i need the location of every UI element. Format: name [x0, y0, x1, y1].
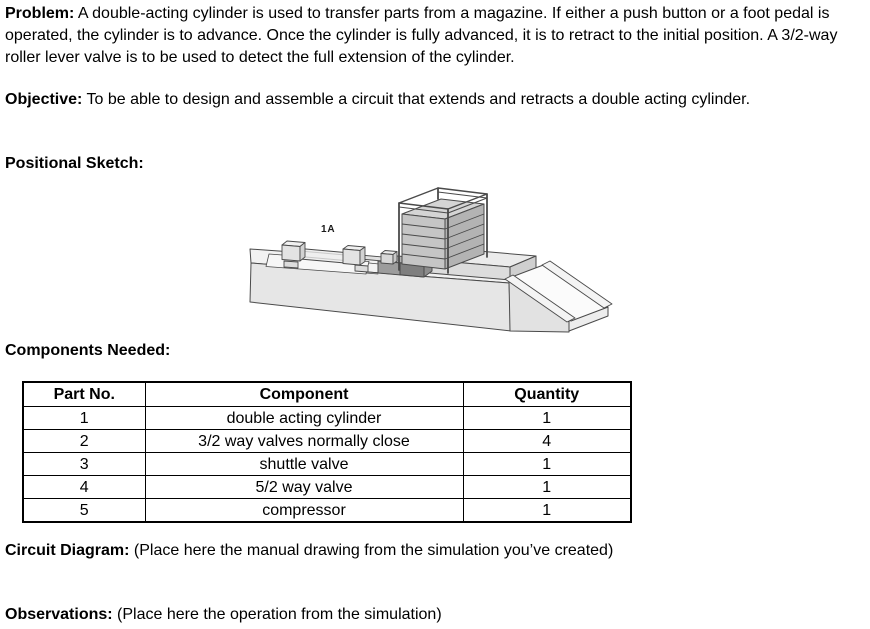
observations-label: Observations:	[5, 606, 113, 623]
table-header-row	[23, 382, 631, 407]
problem-label: Problem:	[5, 5, 75, 22]
table-row	[23, 453, 631, 476]
parts-stack	[402, 199, 484, 269]
circuit-diagram-text: (Place here the manual drawing from the simulation you’ve created)	[133, 542, 614, 559]
positional-sketch-figure	[248, 185, 620, 337]
circuit-diagram-line	[5, 540, 865, 562]
objective-text: To be able to design and assemble a circuit that extends and retracts a double acting cylinder.	[86, 91, 751, 108]
table-cell: 2	[23, 430, 145, 453]
table-body	[23, 407, 631, 523]
table-cell: 1	[23, 407, 145, 430]
table-cell: shuttle valve	[145, 453, 463, 476]
components-table	[22, 381, 632, 523]
table-cell: 4	[463, 430, 631, 453]
problem-paragraph	[5, 3, 865, 69]
table-cell: 1	[463, 476, 631, 499]
observations-text: (Place here the operation from the simulation)	[117, 606, 442, 623]
problem-text: A double-acting cylinder is used to transfer parts from a magazine. If either a push button or a foot pedal is operated, the cylinder is to advance. Once the cylinder is fully advanced, it is to retract to the initial position. A 3/2-way roller lever valve is to be used to detect the full extension of the cylinder.	[5, 5, 838, 66]
table-cell: 3	[23, 453, 145, 476]
table-row	[23, 476, 631, 499]
column-header: Part No.	[23, 382, 145, 407]
table-cell: 5/2 way valve	[145, 476, 463, 499]
table-row	[23, 499, 631, 523]
table-cell: double acting cylinder	[145, 407, 463, 430]
objective-paragraph	[5, 89, 865, 111]
observations-line	[5, 604, 865, 626]
table-cell: compressor	[145, 499, 463, 523]
components-heading: Components Needed:	[5, 342, 171, 359]
table-row	[23, 430, 631, 453]
table-cell: 1	[463, 453, 631, 476]
table-cell: 5	[23, 499, 145, 523]
table-cell: 4	[23, 476, 145, 499]
column-header: Quantity	[463, 382, 631, 407]
cylinder-tag-label: 1A	[321, 224, 336, 235]
table-cell: 1	[463, 407, 631, 430]
column-header: Component	[145, 382, 463, 407]
circuit-diagram-label: Circuit Diagram:	[5, 542, 130, 559]
positional-sketch-heading: Positional Sketch:	[5, 155, 144, 172]
table-cell: 3/2 way valves normally close	[145, 430, 463, 453]
objective-label: Objective:	[5, 91, 83, 108]
table-cell: 1	[463, 499, 631, 523]
table-row	[23, 407, 631, 430]
